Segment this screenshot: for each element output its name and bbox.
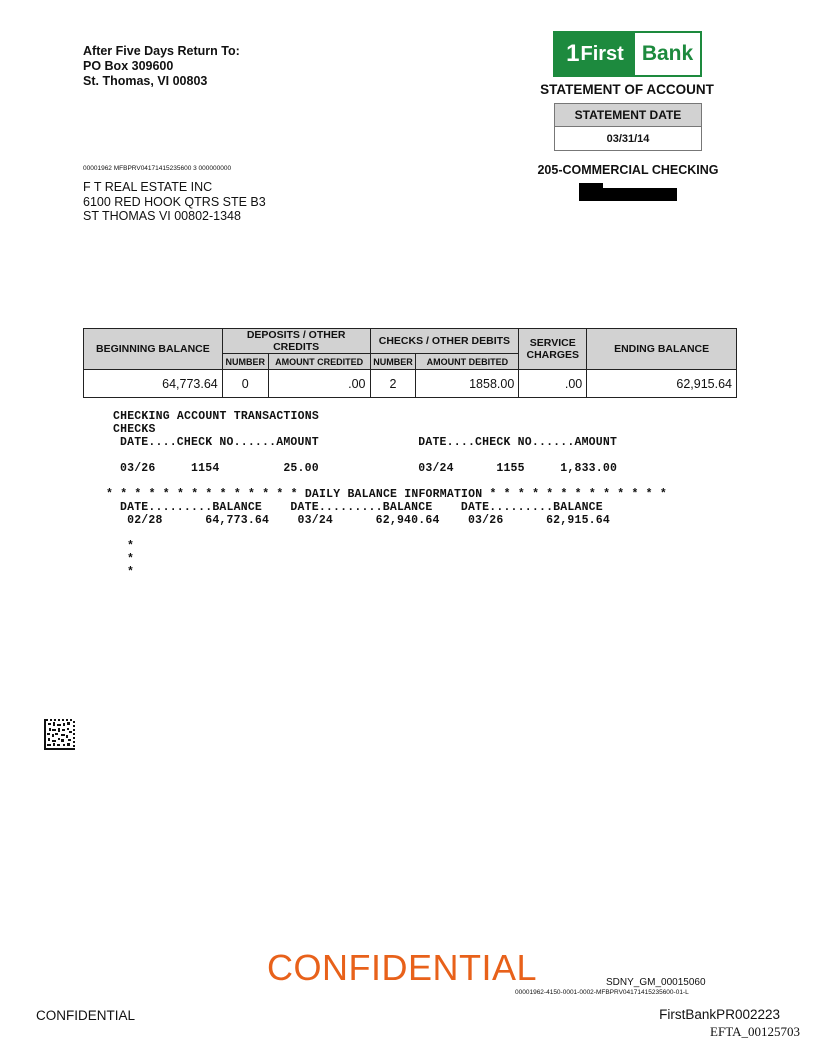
account-summary-table [83, 328, 737, 398]
beginning-balance-value: 64,773.64 [84, 370, 223, 398]
header-ending-balance: ENDING BALANCE [587, 329, 737, 370]
header-checks: CHECKS / OTHER DEBITS [370, 329, 519, 354]
return-address-line: PO Box 309600 [83, 59, 174, 73]
logo-word-first: First [580, 42, 624, 65]
header-service-line2: CHARGES [526, 349, 580, 361]
deposits-number-value: 0 [222, 370, 268, 398]
header-service-line1: SERVICE [529, 337, 576, 349]
header-deposits: DEPOSITS / OTHER CREDITS [222, 329, 370, 354]
customer-address [83, 180, 266, 224]
sdny-bates-number: SDNY_GM_00015060 [606, 977, 706, 988]
header-check-number: NUMBER [370, 354, 416, 370]
header-service-charges [519, 329, 587, 370]
checks-row: 03/26 1154 25.00 03/24 1155 1,833.00 [120, 462, 618, 475]
statement-date-value: 03/31/14 [606, 133, 650, 145]
star-line: * [127, 553, 135, 566]
return-address-line: St. Thomas, VI 00803 [83, 74, 208, 88]
checks-subtitle: CHECKS [113, 423, 156, 436]
customer-name: F T REAL ESTATE INC [83, 180, 213, 194]
statement-date-label: STATEMENT DATE [555, 104, 701, 127]
firstbank-bates-number: FirstBankPR002223 [659, 1007, 780, 1022]
service-charges-value: .00 [519, 370, 587, 398]
document-tracking-code: 00001962-4150-0001-0002-MFBPRV04171415235600-01-L [515, 989, 689, 996]
header-amount-credited: AMOUNT CREDITED [268, 354, 370, 370]
daily-balance-header: DATE.........BALANCE DATE.........BALANCE DATE.........BALANCE [120, 501, 603, 514]
logo-word-bank: Bank [641, 42, 694, 65]
customer-address-line: 6100 RED HOOK QTRS STE B3 [83, 194, 266, 209]
star-line: * [127, 540, 135, 553]
firstbank-logo [553, 31, 702, 77]
header-amount-debited: AMOUNT DEBITED [416, 354, 519, 370]
customer-address-line: ST THOMAS VI 00802-1348 [83, 209, 241, 223]
account-type: 205-COMMERCIAL CHECKING [537, 163, 719, 177]
checks-header: DATE....CHECK NO......AMOUNT DATE....CHECK NO......AMOUNT [120, 436, 618, 449]
confidential-label: CONFIDENTIAL [36, 1008, 136, 1023]
return-address [83, 44, 240, 89]
amount-debited-value: 1858.00 [416, 370, 519, 398]
redaction-block [579, 188, 677, 201]
mail-code: 00001962 MFBPRV04171415235600 3 000000000 [83, 165, 232, 172]
ending-balance-value: 62,915.64 [587, 370, 737, 398]
daily-balance-row: 02/28 64,773.64 03/24 62,940.64 03/26 62,915.64 [120, 514, 610, 527]
checks-number-value: 2 [370, 370, 416, 398]
header-deposit-number: NUMBER [222, 354, 268, 370]
logo-number: 1 [566, 40, 580, 67]
daily-balance-title: * * * * * * * * * * * * * * DAILY BALANCE INFORMATION * * * * * * * * * * * * * [106, 488, 667, 501]
amount-credited-value: .00 [268, 370, 370, 398]
return-address-line: After Five Days Return To: [83, 44, 240, 58]
statement-title: STATEMENT OF ACCOUNT [540, 82, 714, 97]
logo-left-block [555, 33, 635, 75]
efta-bates-number: EFTA_00125703 [710, 1024, 800, 1039]
datamatrix-barcode-icon [44, 719, 75, 750]
star-line: * [127, 566, 135, 579]
confidential-stamp: CONFIDENTIAL [267, 947, 538, 988]
transactions-title: CHECKING ACCOUNT TRANSACTIONS [113, 410, 319, 423]
header-beginning-balance: BEGINNING BALANCE [84, 329, 223, 370]
statement-date-box [554, 103, 702, 151]
